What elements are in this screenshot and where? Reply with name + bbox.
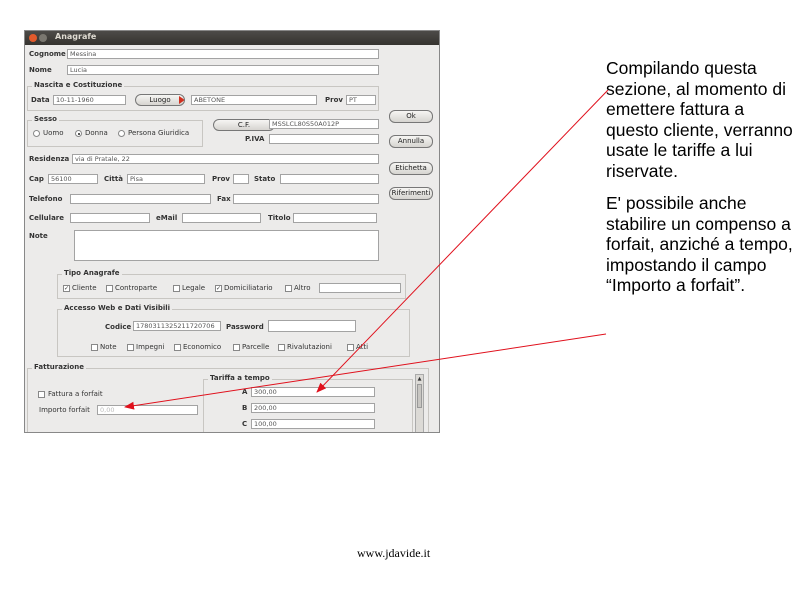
- ok-button[interactable]: Ok: [389, 110, 433, 123]
- fatturazione-group-title: Fatturazione: [34, 363, 84, 371]
- tariffa-group-title: Tariffa a tempo: [210, 374, 270, 382]
- tipo-checkbox[interactable]: ✓: [64, 285, 70, 292]
- sesso-option-label: Uomo: [43, 129, 64, 137]
- residenza-field[interactable]: via di Pratale, 22: [72, 154, 379, 164]
- tipo-group-title: Tipo Anagrafe: [64, 269, 120, 277]
- fattura-forfait-label: Fattura a forfait: [48, 390, 103, 398]
- cf-button-label: C.F.: [237, 121, 251, 129]
- visibili-checkbox-label: Rivalutazioni: [287, 343, 332, 351]
- visibili-checkbox-label: Economico: [183, 343, 222, 351]
- annotation-text: [606, 58, 796, 308]
- arrow-to-tariffa: [317, 90, 608, 392]
- cf-field[interactable]: MSSLCL80S50A012P: [269, 119, 379, 129]
- luogo-button-label: Luogo: [149, 96, 171, 104]
- tariffa-field[interactable]: 300,00: [251, 387, 375, 397]
- citta-label: Città: [104, 175, 123, 183]
- tariffa-code: A: [242, 388, 248, 396]
- cognome-label: Cognome: [29, 50, 66, 58]
- importo-forfait-label: Importo forfait: [39, 406, 90, 414]
- sesso-group-title: Sesso: [34, 115, 57, 123]
- tariffa-code: C: [242, 420, 248, 428]
- data-field[interactable]: 10-11-1960: [53, 95, 126, 105]
- visibili-checkbox-label: Note: [100, 343, 117, 351]
- annulla-button[interactable]: Annulla: [389, 135, 433, 148]
- luogo-field[interactable]: ABETONE: [191, 95, 317, 105]
- data-label: Data: [31, 96, 50, 104]
- prov-label: Prov: [325, 96, 343, 104]
- tipo-checkbox-label: Altro: [294, 284, 311, 292]
- sesso-option-label: Persona Giuridica: [128, 129, 190, 137]
- nome-label: Nome: [29, 66, 52, 74]
- note-label: Note: [29, 232, 48, 240]
- riferimenti-button[interactable]: Riferimenti: [389, 187, 433, 200]
- tipo-checkbox-label: Legale: [182, 284, 206, 292]
- annotation-paragraph-1: Compilando questa sezione, al momento di emettere fattura a questo cliente, verranno usate le tariffe a lui riservate.: [606, 58, 793, 181]
- codice-field[interactable]: 1780311325211720706: [133, 321, 221, 331]
- piva-label: P.IVA: [245, 135, 265, 143]
- codice-label: Codice: [105, 323, 132, 331]
- tipo-checkbox-label: Controparte: [115, 284, 158, 292]
- cap-label: Cap: [29, 175, 44, 183]
- accesso-group-title: Accesso Web e Dati Visibili: [64, 304, 171, 312]
- visibili-checkbox-label: Parcelle: [242, 343, 270, 351]
- etichetta-button[interactable]: Etichetta: [389, 162, 433, 175]
- tariffa-field[interactable]: 200,00: [251, 403, 375, 413]
- nome-field[interactable]: Lucia: [67, 65, 379, 75]
- residenza-label: Residenza: [29, 155, 70, 163]
- arrow-to-importo-forfait: [125, 334, 606, 407]
- password-label: Password: [226, 323, 264, 331]
- visibili-checkbox-label: Atti: [356, 343, 369, 351]
- tipo-checkbox[interactable]: ✓: [216, 285, 222, 292]
- titolo-label: Titolo: [268, 214, 291, 222]
- nascita-group-title: Nascita e Costituzione: [34, 81, 123, 89]
- telefono-label: Telefono: [29, 195, 63, 203]
- prov2-label: Prov: [212, 175, 230, 183]
- cap-field[interactable]: 56100: [48, 174, 98, 184]
- citta-field[interactable]: Pisa: [127, 174, 205, 184]
- tipo-checkbox-label: Cliente: [72, 284, 97, 292]
- prov-field[interactable]: PT: [346, 95, 376, 105]
- tariffa-code: B: [242, 404, 248, 412]
- stato-label: Stato: [254, 175, 276, 183]
- importo-forfait-field[interactable]: 0,00: [97, 405, 198, 415]
- visibili-checkbox-label: Impegni: [136, 343, 165, 351]
- fax-label: Fax: [217, 195, 231, 203]
- cellulare-label: Cellulare: [29, 214, 64, 222]
- cognome-field[interactable]: Messina: [67, 49, 379, 59]
- annotation-paragraph-2: E' possibile anche stabilire un compenso a forfait, anziché a tempo, impostando il campo “Importo a forfait”.: [606, 193, 793, 295]
- footer-url[interactable]: www.jdavide.it: [357, 546, 431, 560]
- sesso-option-label: Donna: [85, 129, 108, 137]
- tipo-checkbox-label: Domiciliatario: [224, 284, 273, 292]
- chevron-up-icon[interactable]: ▲: [417, 376, 422, 382]
- tariffa-field[interactable]: 100,00: [251, 419, 375, 429]
- window-title: Anagrafe: [55, 32, 97, 41]
- email-label: eMail: [156, 214, 178, 222]
